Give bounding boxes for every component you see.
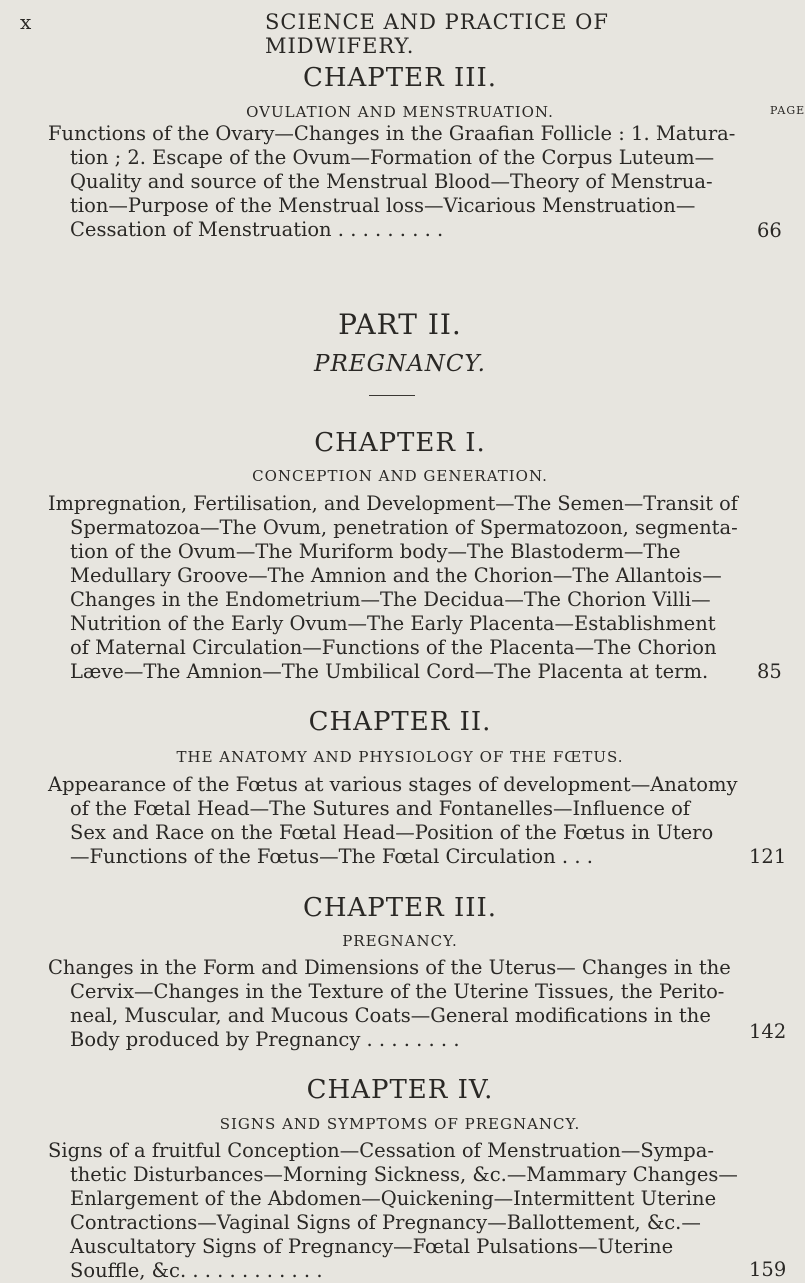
contents-line: Signs of a fruitful Conception—Cessation of Menstruation—Sympa- [48,1139,714,1162]
chapter-contents [48,956,731,1052]
contents-line: Medullary Groove—The Amnion and the Chorion—The Allantois— [70,564,722,587]
chapter-subtitle: SIGNS AND SYMPTOMS OF PREGNANCY. [219,1115,581,1133]
contents-line: Body produced by Pregnancy . . . . . . . . [70,1028,460,1051]
contents-line: tion ; 2. Escape of the Ovum—Formation of the Corpus Luteum— [70,146,715,169]
page-column-label: PAGE [770,104,805,117]
contents-line: Impregnation, Fertilisation, and Development—The Semen—Transit of [48,492,738,515]
contents-line: Cervix—Changes in the Texture of the Uterine Tissues, the Perito- [70,980,725,1003]
chapter-contents [48,122,735,242]
chapter-subtitle: THE ANATOMY AND PHYSIOLOGY OF THE FŒTUS. [176,748,624,766]
contents-line: —Functions of the Fœtus—The Fœtal Circulation . . . [70,845,593,868]
contents-line: Enlargement of the Abdomen—Quickening—Intermittent Uterine [70,1187,717,1210]
chapter-contents [48,492,746,684]
contents-line: Læve—The Amnion—The Umbilical Cord—The Placenta at term. [70,660,709,683]
contents-line: Changes in the Endometrium—The Decidua—The Chorion Villi— [70,588,711,611]
chapter-title: CHAPTER I. [314,428,486,458]
contents-line: Appearance of the Fœtus at various stages of development—Anatomy [48,773,738,796]
chapter-title: CHAPTER III. [302,893,498,923]
contents-line: Nutrition of the Early Ovum—The Early Placenta—Establishment [70,612,716,635]
part-subtitle: PREGNANCY. [314,351,486,377]
contents-line: Cessation of Menstruation . . . . . . . . . [70,218,444,241]
contents-line: neal, Muscular, and Mucous Coats—General modifications in the [70,1004,711,1027]
chapter-contents [48,1139,739,1283]
chapter-subtitle: OVULATION AND MENSTRUATION. [246,103,554,121]
divider-rule [369,395,415,396]
contents-line: Sex and Race on the Fœtal Head—Position of the Fœtus in Utero [70,821,714,844]
contents-line: thetic Disturbances—Morning Sickness, &c.—Mammary Changes— [69,1163,738,1186]
contents-line: Souffle, &c. . . . . . . . . . . . [70,1259,323,1282]
running-title: SCIENCE AND PRACTICE OF MIDWIFERY. [265,10,609,58]
chapter-title: CHAPTER III. [302,63,498,93]
running-head [20,10,720,58]
page-reference: 121 [749,845,787,868]
chapter-subtitle: CONCEPTION AND GENERATION. [252,467,548,485]
chapter-title: CHAPTER IV. [306,1075,494,1105]
contents-line: Auscultatory Signs of Pregnancy—Fœtal Pulsations—Uterine [70,1235,674,1258]
page-reference: 66 [757,219,782,242]
page-reference: 142 [749,1020,787,1043]
contents-line: of Maternal Circulation—Functions of the Placenta—The Chorion [70,636,717,659]
contents-line: tion—Purpose of the Menstrual loss—Vicarious Menstruation— [70,194,696,217]
contents-line: of the Fœtal Head—The Sutures and Fontanelles—Influence of [70,797,691,820]
contents-line: Functions of the Ovary—Changes in the Graafian Follicle : 1. Matura- [48,122,736,145]
chapter-contents [48,773,738,869]
contents-line: Contractions—Vaginal Signs of Pregnancy—Ballottement, &c.— [70,1211,701,1234]
contents-line: Spermatozoa—The Ovum, penetration of Spermatozoon, segmenta- [70,516,738,539]
contents-line: Quality and source of the Menstrual Blood—Theory of Menstrua- [70,170,713,193]
page-reference: 159 [749,1258,787,1281]
chapter-subtitle: PREGNANCY. [342,932,458,950]
page-reference: 85 [757,660,782,683]
contents-line: tion of the Ovum—The Muriform body—The Blastoderm—The [70,540,681,563]
part-title: PART II. [338,308,462,341]
contents-line: Changes in the Form and Dimensions of the Uterus— Changes in the [48,956,731,979]
chapter-title: CHAPTER II. [308,707,492,737]
page-number: x [20,10,32,34]
